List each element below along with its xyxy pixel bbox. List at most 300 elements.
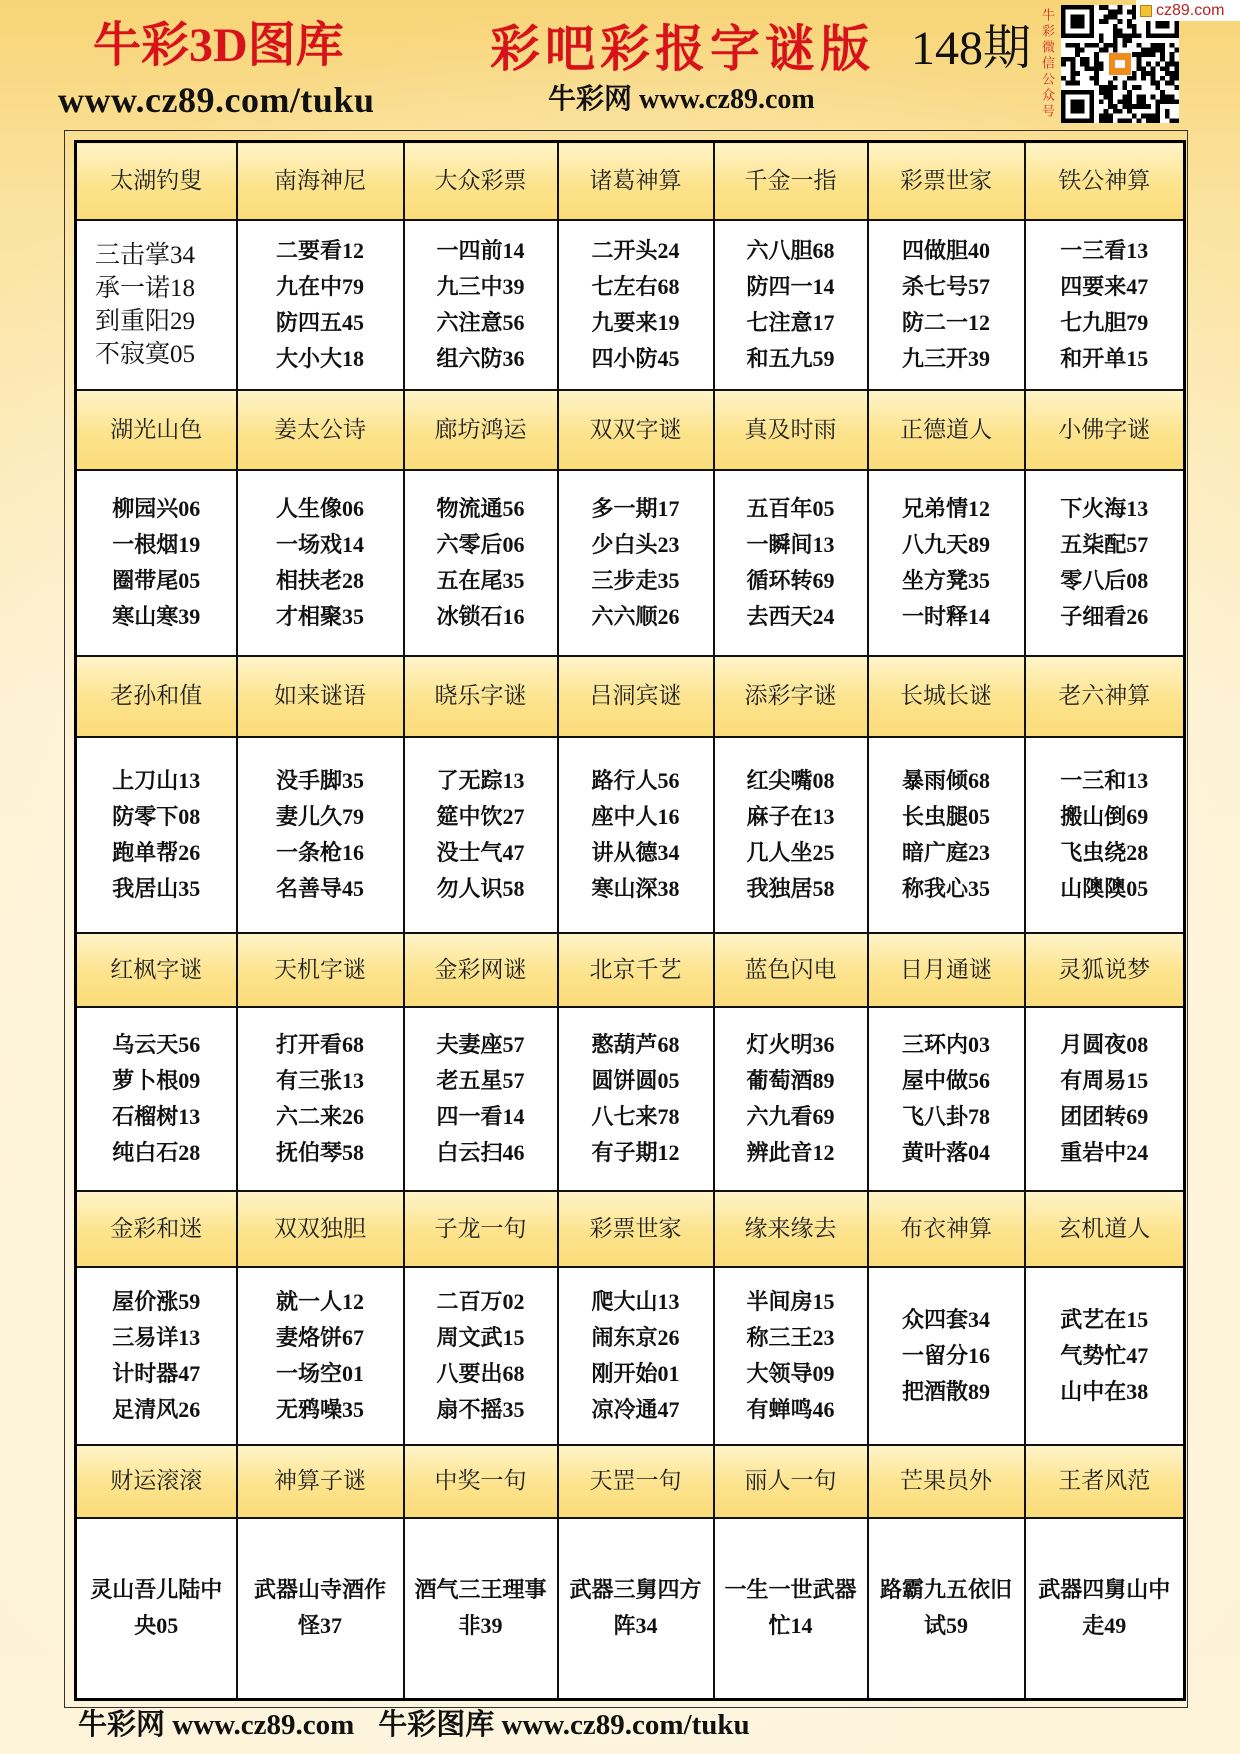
qr-module xyxy=(1122,38,1127,43)
riddle-line: 山中在38 xyxy=(1060,1378,1149,1404)
qr-module xyxy=(1127,95,1132,100)
riddle-line: 几人坐25 xyxy=(746,839,835,865)
riddle-line: 有子期12 xyxy=(591,1139,680,1165)
content-row xyxy=(76,470,1185,656)
riddle-cell xyxy=(76,1007,237,1191)
column-header: 湖光山色 xyxy=(76,390,237,470)
riddle-cell xyxy=(404,1518,558,1700)
site-logo-icon xyxy=(1140,5,1152,17)
qr-module xyxy=(1103,85,1108,90)
qr-module xyxy=(1146,47,1151,52)
wechat-label: 牛彩微信公众号 xyxy=(1039,8,1054,120)
qr-module xyxy=(1155,118,1160,123)
qr-module xyxy=(1132,52,1137,57)
riddle-line: 四做胆40 xyxy=(901,237,990,263)
riddle-line: 名善导45 xyxy=(275,875,364,901)
qr-module xyxy=(1061,62,1066,67)
riddle-line: 飞虫绕28 xyxy=(1060,839,1149,865)
column-header: 吕洞宾谜 xyxy=(558,656,714,737)
qr-module xyxy=(1103,47,1108,52)
qr-module xyxy=(1103,5,1108,10)
riddle-line: 八七来78 xyxy=(591,1103,680,1129)
column-header: 彩票世家 xyxy=(868,142,1025,220)
qr-module xyxy=(1070,62,1075,67)
qr-module xyxy=(1118,118,1123,123)
footer-site-link[interactable]: 牛彩网 www.cz89.com xyxy=(78,1709,355,1741)
column-header: 王者风范 xyxy=(1025,1445,1185,1518)
riddle-cell xyxy=(76,737,237,933)
riddle-line: 零八后08 xyxy=(1060,567,1149,593)
qr-module xyxy=(1170,95,1175,100)
qr-module xyxy=(1146,71,1151,76)
riddle-cell xyxy=(404,1007,558,1191)
qr-module xyxy=(1080,47,1085,52)
qr-module xyxy=(1070,76,1075,81)
qr-module xyxy=(1108,14,1113,19)
qr-module xyxy=(1170,81,1175,86)
riddle-line: 防四五45 xyxy=(275,309,364,335)
header-row xyxy=(76,1191,1185,1267)
qr-module xyxy=(1075,71,1080,76)
riddle-line: 乌云天56 xyxy=(112,1031,201,1057)
qr-module xyxy=(1113,85,1118,90)
riddle-line: 有三张13 xyxy=(275,1067,364,1093)
column-header: 小佛字谜 xyxy=(1025,390,1185,470)
riddle-line: 酒气三王理事非39 xyxy=(414,1577,547,1639)
riddle-line: 六二来26 xyxy=(275,1103,364,1129)
qr-module xyxy=(1151,95,1156,100)
qr-module xyxy=(1141,95,1146,100)
riddle-line: 搬山倒69 xyxy=(1060,803,1149,829)
riddle-line: 闹东京26 xyxy=(591,1324,680,1350)
riddle-line: 没手脚35 xyxy=(275,767,364,793)
qr-module xyxy=(1160,90,1165,95)
qr-module xyxy=(1070,66,1075,71)
qr-module xyxy=(1094,43,1099,48)
site-url[interactable]: 牛彩网 www.cz89.com xyxy=(548,84,815,115)
content-row xyxy=(76,1518,1185,1700)
qr-module xyxy=(1170,76,1175,81)
qr-module xyxy=(1160,43,1165,48)
riddle-cell xyxy=(714,1007,868,1191)
qr-module xyxy=(1151,66,1156,71)
main-title: 彩吧彩报字谜版 xyxy=(490,20,875,78)
qr-module xyxy=(1137,62,1142,67)
column-header: 中奖一句 xyxy=(404,1445,558,1518)
qr-module xyxy=(1174,99,1179,104)
riddle-line: 四小防45 xyxy=(591,345,680,371)
riddle-line: 承一诺18 xyxy=(95,274,196,302)
riddle-line: 没士气47 xyxy=(436,839,525,865)
riddle-cell xyxy=(558,1267,714,1445)
qr-module xyxy=(1160,57,1165,62)
footer-gallery-link[interactable]: 牛彩图库 www.cz89.com/tuku xyxy=(378,1709,750,1741)
qr-module xyxy=(1170,57,1175,62)
qr-module xyxy=(1113,109,1118,114)
riddle-line: 黄叶落04 xyxy=(901,1139,990,1165)
riddle-line: 寒山深38 xyxy=(591,875,680,901)
riddle-line: 坐方凳35 xyxy=(901,567,990,593)
riddle-line: 称三王23 xyxy=(746,1324,835,1350)
riddle-line: 杀七号57 xyxy=(901,273,990,299)
qr-module xyxy=(1165,66,1170,71)
qr-module xyxy=(1155,47,1160,52)
column-header: 日月通谜 xyxy=(868,933,1025,1007)
qr-module xyxy=(1127,76,1132,81)
riddle-line: 暗广庭23 xyxy=(901,839,990,865)
qr-module xyxy=(1113,10,1118,15)
riddle-cell xyxy=(714,220,868,390)
riddle-line: 团团转69 xyxy=(1060,1103,1149,1129)
content-row xyxy=(76,737,1185,933)
qr-module xyxy=(1151,43,1156,48)
riddle-line: 抚伯琴58 xyxy=(275,1139,364,1165)
qr-module xyxy=(1070,81,1075,86)
qr-module xyxy=(1151,52,1156,57)
riddle-line: 六八胆68 xyxy=(746,237,835,263)
riddle-line: 防零下08 xyxy=(112,803,201,829)
qr-module xyxy=(1141,66,1146,71)
riddle-line: 月圆夜08 xyxy=(1060,1031,1149,1057)
corner-watermark xyxy=(1136,0,1240,21)
qr-module xyxy=(1118,109,1123,114)
riddle-line: 下火海13 xyxy=(1060,495,1149,521)
riddle-line: 山隩隩05 xyxy=(1060,875,1149,901)
qr-module xyxy=(1122,99,1127,104)
qr-module xyxy=(1160,47,1165,52)
qr-module xyxy=(1103,118,1108,123)
qr-module xyxy=(1155,85,1160,90)
riddle-cell xyxy=(714,1518,868,1700)
column-header: 北京千艺 xyxy=(558,933,714,1007)
qr-module xyxy=(1066,43,1071,48)
riddle-line: 七九胆79 xyxy=(1060,309,1149,335)
qr-module xyxy=(1099,47,1104,52)
riddle-cell xyxy=(76,1518,237,1700)
column-header: 红枫字谜 xyxy=(76,933,237,1007)
riddle-line: 二开头24 xyxy=(591,237,680,263)
qr-module xyxy=(1085,62,1090,67)
riddle-cell xyxy=(76,470,237,656)
riddle-line: 飞八卦78 xyxy=(901,1103,990,1129)
qr-module xyxy=(1113,76,1118,81)
qr-module xyxy=(1127,104,1132,109)
riddle-line: 子细看26 xyxy=(1060,603,1149,629)
qr-module xyxy=(1080,57,1085,62)
qr-module xyxy=(1066,81,1071,86)
qr-module xyxy=(1146,104,1151,109)
riddle-line: 柳园兴06 xyxy=(112,495,201,521)
riddle-line: 九在中79 xyxy=(275,273,364,299)
riddle-cell xyxy=(404,737,558,933)
riddle-line: 兄弟情12 xyxy=(901,495,990,521)
qr-module xyxy=(1170,52,1175,57)
qr-module xyxy=(1061,57,1066,62)
riddle-line: 八九天89 xyxy=(901,531,990,557)
column-header: 神算子谜 xyxy=(237,1445,404,1518)
column-header: 正德道人 xyxy=(868,390,1025,470)
qr-module xyxy=(1108,114,1113,119)
qr-module xyxy=(1103,14,1108,19)
riddle-line: 到重阳29 xyxy=(95,307,196,335)
column-header: 添彩字谜 xyxy=(714,656,868,737)
riddle-cell xyxy=(1025,1007,1185,1191)
bull-logo-mark xyxy=(1115,60,1125,68)
column-header: 子龙一句 xyxy=(404,1191,558,1267)
riddle-line: 一条枪16 xyxy=(275,839,364,865)
riddle-cell xyxy=(868,470,1025,656)
qr-module xyxy=(1113,47,1118,52)
riddle-line: 萝卜根09 xyxy=(112,1067,201,1093)
qr-module xyxy=(1141,71,1146,76)
column-header: 金彩网谜 xyxy=(404,933,558,1007)
qr-module xyxy=(1103,90,1108,95)
qr-module xyxy=(1118,5,1123,10)
qr-module xyxy=(1155,81,1160,86)
qr-module xyxy=(1108,104,1113,109)
qr-module xyxy=(1122,95,1127,100)
riddle-line: 六六顺26 xyxy=(591,603,680,629)
riddle-line: 大小大18 xyxy=(275,345,364,371)
riddle-line: 多一期17 xyxy=(591,495,680,521)
riddle-line: 无鸦噪35 xyxy=(275,1396,364,1422)
qr-module xyxy=(1146,118,1151,123)
riddle-line: 灯火明36 xyxy=(746,1031,835,1057)
qr-module xyxy=(1066,57,1071,62)
qr-module xyxy=(1118,33,1123,38)
qr-module xyxy=(1160,66,1165,71)
qr-module xyxy=(1127,24,1132,29)
riddle-line: 妻烙饼67 xyxy=(275,1324,364,1350)
qr-module xyxy=(1099,118,1104,123)
riddle-line: 屋中做56 xyxy=(901,1067,990,1093)
riddle-line: 周文武15 xyxy=(436,1324,525,1350)
qr-module xyxy=(1141,76,1146,81)
riddle-line: 四要来47 xyxy=(1060,273,1149,299)
qr-module xyxy=(1127,33,1132,38)
column-header: 布衣神算 xyxy=(868,1191,1025,1267)
riddle-line: 一场空01 xyxy=(275,1360,364,1386)
riddle-line: 路霸九五依旧试59 xyxy=(879,1577,1012,1639)
riddle-line: 三易详13 xyxy=(112,1324,201,1350)
qr-module xyxy=(1141,104,1146,109)
qr-module xyxy=(1127,99,1132,104)
riddle-cell xyxy=(1025,1267,1185,1445)
qr-module xyxy=(1113,38,1118,43)
riddle-line: 二要看12 xyxy=(275,237,364,263)
riddle-line: 座中人16 xyxy=(591,803,680,829)
column-header: 长城长谜 xyxy=(868,656,1025,737)
qr-module xyxy=(1099,90,1104,95)
qr-module xyxy=(1170,71,1175,76)
riddle-line: 上刀山13 xyxy=(112,767,201,793)
riddle-line: 灵山吾儿陆中央05 xyxy=(90,1577,223,1639)
riddle-line: 一三和13 xyxy=(1060,767,1149,793)
qr-module xyxy=(1089,43,1094,48)
riddle-line: 气势忙47 xyxy=(1060,1342,1149,1368)
qr-module xyxy=(1127,90,1132,95)
riddle-line: 八要出68 xyxy=(436,1360,525,1386)
qr-module xyxy=(1174,62,1179,67)
qr-module xyxy=(1075,52,1080,57)
column-header: 丽人一句 xyxy=(714,1445,868,1518)
riddle-line: 有周易15 xyxy=(1060,1067,1149,1093)
riddle-cell xyxy=(558,220,714,390)
column-header: 如来谜语 xyxy=(237,656,404,737)
riddle-cell xyxy=(868,737,1025,933)
riddle-line: 憨葫芦68 xyxy=(591,1031,680,1057)
riddle-cell xyxy=(558,470,714,656)
qr-module xyxy=(1160,76,1165,81)
qr-module xyxy=(1132,24,1137,29)
qr-module xyxy=(1146,62,1151,67)
qr-module xyxy=(1174,71,1179,76)
riddle-line: 勿人识58 xyxy=(436,875,525,901)
riddle-cell xyxy=(714,470,868,656)
qr-module xyxy=(1108,85,1113,90)
riddle-line: 和开单15 xyxy=(1060,345,1149,371)
header-row xyxy=(76,656,1185,737)
riddle-line: 重岩中24 xyxy=(1060,1139,1149,1165)
riddle-line: 筵中饮27 xyxy=(436,803,525,829)
column-header: 廊坊鸿运 xyxy=(404,390,558,470)
column-header: 太湖钓叟 xyxy=(76,142,237,220)
riddle-line: 防四一14 xyxy=(746,273,835,299)
qr-module xyxy=(1160,52,1165,57)
corner-watermark-text: cz89.com xyxy=(1156,1,1225,19)
riddle-line: 循环转69 xyxy=(746,567,835,593)
qr-module xyxy=(1075,47,1080,52)
riddle-line: 三步走35 xyxy=(591,567,680,593)
qr-module xyxy=(1155,43,1160,48)
qr-module xyxy=(1122,85,1127,90)
column-header: 双双独胆 xyxy=(237,1191,404,1267)
riddle-line: 一瞬间13 xyxy=(746,531,835,557)
riddle-line: 七左右68 xyxy=(591,273,680,299)
riddle-line: 组六防36 xyxy=(436,345,525,371)
qr-module xyxy=(1099,5,1104,10)
qr-module xyxy=(1108,118,1113,123)
riddle-cell xyxy=(868,220,1025,390)
riddle-line: 把酒散89 xyxy=(901,1378,990,1404)
qr-module xyxy=(1141,47,1146,52)
riddle-line: 人生像06 xyxy=(275,495,364,521)
riddle-line: 了无踪13 xyxy=(436,767,525,793)
qr-module xyxy=(1137,43,1142,48)
header-row xyxy=(76,142,1185,220)
riddle-line: 六注意56 xyxy=(436,309,525,335)
riddle-line: 计时器47 xyxy=(112,1360,201,1386)
qr-module xyxy=(1094,66,1099,71)
qr-module xyxy=(1155,109,1160,114)
column-header: 芒果员外 xyxy=(868,1445,1025,1518)
riddle-line: 一时释14 xyxy=(901,603,990,629)
qr-module xyxy=(1174,85,1179,90)
riddle-line: 三击掌34 xyxy=(95,241,196,269)
riddle-cell xyxy=(237,1007,404,1191)
qr-module xyxy=(1103,114,1108,119)
qr-module xyxy=(1165,71,1170,76)
column-header: 缘来缘去 xyxy=(714,1191,868,1267)
riddle-cell xyxy=(237,1518,404,1700)
qr-module xyxy=(1170,43,1175,48)
qr-module xyxy=(1155,62,1160,67)
column-header: 灵狐说梦 xyxy=(1025,933,1185,1007)
qr-module xyxy=(1099,114,1104,119)
qr-module xyxy=(1170,118,1175,123)
qr-module xyxy=(1070,43,1075,48)
riddle-cell xyxy=(714,1267,868,1445)
qr-module xyxy=(1113,43,1118,48)
qr-module xyxy=(1174,66,1179,71)
qr-module xyxy=(1137,99,1142,104)
qr-module xyxy=(1132,85,1137,90)
riddle-cell xyxy=(558,1518,714,1700)
riddle-cell xyxy=(404,1267,558,1445)
qr-module xyxy=(1132,104,1137,109)
riddle-cell xyxy=(404,470,558,656)
riddle-line: 刚开始01 xyxy=(591,1360,680,1386)
qr-module xyxy=(1075,81,1080,86)
riddle-table xyxy=(74,140,1186,1701)
brand-title: 牛彩3D图库 xyxy=(93,19,344,72)
qr-module xyxy=(1174,76,1179,81)
riddle-line: 暴雨倾68 xyxy=(901,767,990,793)
footer xyxy=(78,1708,750,1742)
riddle-cell xyxy=(558,1007,714,1191)
riddle-line: 一留分16 xyxy=(901,1342,990,1368)
riddle-line: 足清风26 xyxy=(112,1396,201,1422)
riddle-line: 少白头23 xyxy=(591,531,680,557)
qr-module xyxy=(1160,99,1165,104)
riddle-line: 去西天24 xyxy=(746,603,835,629)
riddle-cell xyxy=(1025,470,1185,656)
riddle-line: 大领导09 xyxy=(746,1360,835,1386)
riddle-cell xyxy=(868,1267,1025,1445)
riddle-line: 一三看13 xyxy=(1060,237,1149,263)
qr-module xyxy=(1132,71,1137,76)
qr-module xyxy=(1113,33,1118,38)
brand-url[interactable]: www.cz89.com/tuku xyxy=(58,80,375,120)
qr-code-graphic xyxy=(1061,5,1179,123)
riddle-cell xyxy=(237,470,404,656)
header-row xyxy=(76,933,1185,1007)
qr-module xyxy=(1155,99,1160,104)
riddle-line: 纯白石28 xyxy=(112,1139,201,1165)
qr-module xyxy=(1108,90,1113,95)
riddle-cell xyxy=(404,220,558,390)
qr-module xyxy=(1137,52,1142,57)
column-header: 铁公神算 xyxy=(1025,142,1185,220)
qr-module xyxy=(1108,95,1113,100)
riddle-cell xyxy=(868,1518,1025,1700)
qr-module xyxy=(1103,109,1108,114)
riddle-line: 七注意17 xyxy=(746,309,835,335)
riddle-line: 不寂寞05 xyxy=(95,340,196,368)
qr-module xyxy=(1080,62,1085,67)
riddle-cell xyxy=(868,1007,1025,1191)
qr-module xyxy=(1146,52,1151,57)
riddle-line: 妻儿久79 xyxy=(275,803,364,829)
riddle-line: 夫妻座57 xyxy=(436,1031,525,1057)
qr-module xyxy=(1103,43,1108,48)
riddle-line: 扇不摇35 xyxy=(436,1396,525,1422)
header-row xyxy=(76,390,1185,470)
qr-module xyxy=(1113,29,1118,34)
qr-module xyxy=(1099,66,1104,71)
riddle-line: 九三开39 xyxy=(901,345,990,371)
qr-module xyxy=(1127,19,1132,24)
